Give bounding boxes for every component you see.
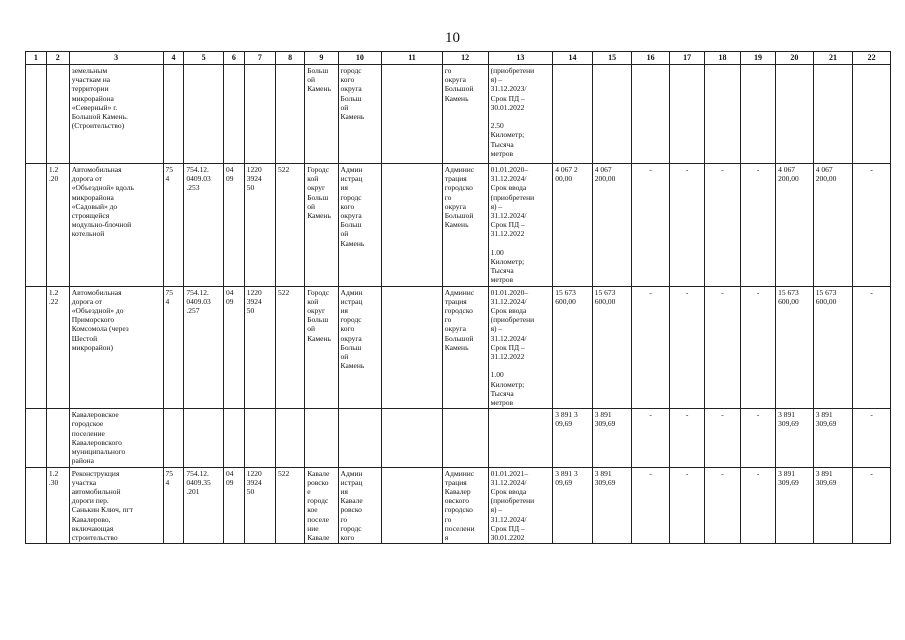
table-cell xyxy=(305,409,338,467)
table-cell: Админис трация городско го округа Большой Камень xyxy=(442,286,488,409)
table-cell: Админ истрац ия городс кого округа Больш ой Камень xyxy=(338,164,382,287)
table-cell xyxy=(223,409,244,467)
table-cell: - xyxy=(705,286,740,409)
data-table xyxy=(25,51,891,544)
column-header: 7 xyxy=(244,52,275,65)
table-cell: - xyxy=(669,286,704,409)
table-cell: Городс кой округ Больш ой Камень xyxy=(305,286,338,409)
column-header: 9 xyxy=(305,52,338,65)
table-cell xyxy=(26,164,47,287)
column-header: 13 xyxy=(488,52,553,65)
column-header: 4 xyxy=(163,52,184,65)
table-cell: Кавалеровское городское поселение Кавалеровского муниципального района xyxy=(69,409,163,467)
table-cell: 754.12. 0409.03 .253 xyxy=(184,164,224,287)
table-cell: 75 4 xyxy=(163,164,184,287)
column-header: 3 xyxy=(69,52,163,65)
table-cell: - xyxy=(740,164,775,287)
table-cell: - xyxy=(853,467,891,544)
table-cell: 15 673 600,00 xyxy=(592,286,632,409)
table-row xyxy=(26,65,891,164)
table-cell: 15 673 600,00 xyxy=(776,286,814,409)
table-cell: 4 067 200,00 xyxy=(592,164,632,287)
table-cell xyxy=(488,409,553,467)
column-header: 16 xyxy=(632,52,670,65)
table-cell: 3 891 309,69 xyxy=(592,467,632,544)
table-cell: 1220 3924 50 xyxy=(244,164,275,287)
table-cell: - xyxy=(705,467,740,544)
table-cell: го округа Большой Камень xyxy=(442,65,488,164)
table-cell: - xyxy=(853,164,891,287)
table-cell xyxy=(244,409,275,467)
table-cell: - xyxy=(632,286,670,409)
table-cell xyxy=(382,65,442,164)
table-row xyxy=(26,467,891,544)
table-cell xyxy=(382,467,442,544)
table-cell: 4 067 200,00 xyxy=(776,164,814,287)
column-header: 20 xyxy=(776,52,814,65)
table-cell xyxy=(776,65,814,164)
table-cell: Реконструкция участка автомобильной дороги пер. Санькин Ключ, пгт Кавалерово, включающая строительство xyxy=(69,467,163,544)
table-cell: 04 09 xyxy=(223,467,244,544)
table-cell: - xyxy=(705,409,740,467)
table-cell: 3 891 309,69 xyxy=(776,467,814,544)
table-cell: - xyxy=(632,467,670,544)
column-header: 17 xyxy=(669,52,704,65)
column-header: 5 xyxy=(184,52,224,65)
table-cell: - xyxy=(632,164,670,287)
table-cell: Админ истрац ия городс кого округа Больш ой Камень xyxy=(338,286,382,409)
column-header: 10 xyxy=(338,52,382,65)
table-cell xyxy=(26,467,47,544)
table-cell: 3 891 3 09,69 xyxy=(553,467,593,544)
table-cell: 3 891 309,69 xyxy=(592,409,632,467)
table-cell: - xyxy=(669,164,704,287)
table-cell: 01.01.2020– 31.12.2024/ Срок ввода (приобретени я) – 31.12.2024/ Срок ПД – 31.12.2022 1.00 Километр; Тысяча метров xyxy=(488,286,553,409)
table-cell xyxy=(26,409,47,467)
table-cell xyxy=(184,65,224,164)
table-cell: - xyxy=(853,286,891,409)
table-cell xyxy=(740,65,775,164)
table-cell: - xyxy=(853,409,891,467)
table-cell: Автомобильная дорога от «Объездной» до Приморского Комсомола (через Шестой микрорайон) xyxy=(69,286,163,409)
table-cell: Админ истрац ия Кавале ровско го городс кого xyxy=(338,467,382,544)
table-row xyxy=(26,409,891,467)
table-cell xyxy=(382,409,442,467)
table-cell: - xyxy=(740,286,775,409)
table-cell: 04 09 xyxy=(223,286,244,409)
table-cell xyxy=(382,164,442,287)
table-cell: 522 xyxy=(276,164,305,287)
table-cell: 04 09 xyxy=(223,164,244,287)
table-cell xyxy=(163,65,184,164)
table-cell: - xyxy=(632,409,670,467)
table-cell xyxy=(553,65,593,164)
table-header-row xyxy=(26,52,891,65)
table-cell xyxy=(163,409,184,467)
table-cell: 1.2 .30 xyxy=(46,467,69,544)
table-row xyxy=(26,286,891,409)
table-cell xyxy=(276,65,305,164)
column-header: 1 xyxy=(26,52,47,65)
table-cell: (приобретени я) – 31.12.2023/ Срок ПД – 30.01.2022 2.50 Километр; Тысяча метров xyxy=(488,65,553,164)
table-cell xyxy=(592,65,632,164)
table-cell xyxy=(669,65,704,164)
table-cell: 1.2 .22 xyxy=(46,286,69,409)
column-header: 11 xyxy=(382,52,442,65)
table-cell: - xyxy=(740,467,775,544)
column-header: 2 xyxy=(46,52,69,65)
column-header: 15 xyxy=(592,52,632,65)
column-header: 19 xyxy=(740,52,775,65)
table-cell: 3 891 309,69 xyxy=(813,467,853,544)
table-cell: - xyxy=(705,164,740,287)
table-cell xyxy=(26,286,47,409)
column-header: 22 xyxy=(853,52,891,65)
column-header: 14 xyxy=(553,52,593,65)
table-cell: 4 067 200,00 xyxy=(813,164,853,287)
table-cell xyxy=(853,65,891,164)
table-cell xyxy=(26,65,47,164)
table-cell: 3 891 309,69 xyxy=(813,409,853,467)
table-cell: 4 067 2 00,00 xyxy=(553,164,593,287)
table-cell: 1220 3924 50 xyxy=(244,286,275,409)
table-cell: 01.01.2020– 31.12.2024/ Срок ввода (приобретени я) – 31.12.2024/ Срок ПД – 31.12.2022 1.00 Километр; Тысяча метров xyxy=(488,164,553,287)
table-cell: 754.12. 0409.03 .257 xyxy=(184,286,224,409)
table-cell: Кавале ровско е городс кое поселе ние Кавале xyxy=(305,467,338,544)
table-cell: 754.12. 0409.35 .201 xyxy=(184,467,224,544)
table-cell xyxy=(46,409,69,467)
table-cell: 3 891 3 09,69 xyxy=(553,409,593,467)
table-cell: Админис трация городско го округа Большой Камень xyxy=(442,164,488,287)
table-cell: городс кого округа Больш ой Камень xyxy=(338,65,382,164)
table-cell: 1.2 .20 xyxy=(46,164,69,287)
table-cell: 3 891 309,69 xyxy=(776,409,814,467)
table-cell: 75 4 xyxy=(163,286,184,409)
table-cell: 15 673 600,00 xyxy=(813,286,853,409)
column-header: 6 xyxy=(223,52,244,65)
table-cell: - xyxy=(740,409,775,467)
table-cell: Городс кой округ Больш ой Камень xyxy=(305,164,338,287)
table-cell xyxy=(276,409,305,467)
table-cell: 522 xyxy=(276,467,305,544)
table-cell: 75 4 xyxy=(163,467,184,544)
table-cell: - xyxy=(669,467,704,544)
table-cell xyxy=(632,65,670,164)
table-cell: 522 xyxy=(276,286,305,409)
column-header: 12 xyxy=(442,52,488,65)
table-cell xyxy=(705,65,740,164)
table-cell xyxy=(244,65,275,164)
table-cell: 15 673 600,00 xyxy=(553,286,593,409)
table-cell xyxy=(46,65,69,164)
table-cell: Админис трация Кавалер овского городско го поселени я xyxy=(442,467,488,544)
table-row xyxy=(26,164,891,287)
table-cell: 01.01.2021– 31.12.2024/ Срок ввода (приобретени я) – 31.12.2024/ Срок ПД – 30.01.2202 xyxy=(488,467,553,544)
table-cell: 1220 3924 50 xyxy=(244,467,275,544)
table-cell xyxy=(442,409,488,467)
table-cell xyxy=(338,409,382,467)
table-cell xyxy=(382,286,442,409)
table-cell xyxy=(813,65,853,164)
page-number: 10 xyxy=(445,30,460,46)
column-header: 18 xyxy=(705,52,740,65)
column-header: 21 xyxy=(813,52,853,65)
table-cell xyxy=(184,409,224,467)
column-header: 8 xyxy=(276,52,305,65)
table-cell: Больш ой Камень xyxy=(305,65,338,164)
table-cell: - xyxy=(669,409,704,467)
table-cell xyxy=(223,65,244,164)
table-cell: Автомобильная дорога от «Объездной» вдоль микрорайона «Садовый» до строящейся модульно-блочной котельной xyxy=(69,164,163,287)
table-cell: земельным участкам на территории микрорайона «Северный» г. Большой Камень. (Строительство) xyxy=(69,65,163,164)
